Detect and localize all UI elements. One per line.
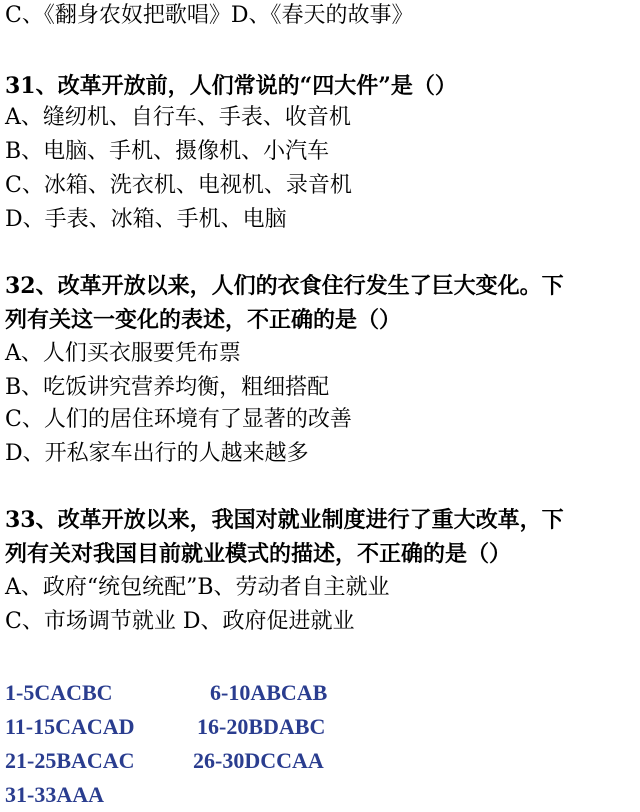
question-33-option-ab: A、政府“统包统配”B、劳动者自主就业 <box>5 575 390 600</box>
answer-range: 26-30DCCAA <box>193 748 324 773</box>
previous-question-options-line: C、《翻身农奴把歌唱》D、《春天的故事》 <box>5 3 414 28</box>
answer-range: 21-25BACAC <box>5 748 135 773</box>
question-32-title-line-2: 列有关这一变化的表述，不正确的是（） <box>5 307 402 333</box>
answer-row <box>5 778 625 812</box>
answer-row <box>5 676 625 710</box>
question-31-option-d: D、手表、冰箱、手机、电脑 <box>5 207 287 232</box>
answer-row <box>5 744 625 778</box>
answer-range: 1-5CACBC <box>5 680 113 705</box>
answer-range: 16-20BDABC <box>197 714 326 739</box>
answer-range: 11-15CACAD <box>5 714 135 739</box>
question-31-option-c: C、冰箱、洗衣机、电视机、录音机 <box>5 173 352 198</box>
answer-key <box>5 676 625 812</box>
answer-range: 6-10ABCAB <box>210 680 328 705</box>
question-32-option-c: C、人们的居住环境有了显著的改善 <box>5 407 352 432</box>
question-33-title-line-1: 33、改革开放以来，我国对就业制度进行了重大改革，下 <box>5 507 564 533</box>
question-33-option-cd: C、市场调节就业 D、政府促进就业 <box>5 609 355 634</box>
question-31-option-a: A、缝纫机、自行车、手表、收音机 <box>5 105 351 130</box>
answer-range: 31-33AAA <box>5 782 104 807</box>
question-31-option-b: B、电脑、手机、摄像机、小汽车 <box>5 139 330 164</box>
question-32-option-a: A、人们买衣服要凭布票 <box>5 341 241 366</box>
question-33-title-line-2: 列有关对我国目前就业模式的描述，不正确的是（） <box>5 541 512 567</box>
question-32-title-line-1: 32、改革开放以来，人们的衣食住行发生了巨大变化。下 <box>5 273 564 299</box>
answer-row <box>5 710 625 744</box>
question-31-title: 31、改革开放前，人们常说的“四大件”是（） <box>5 73 457 99</box>
question-32-option-b: B、吃饭讲究营养均衡，粗细搭配 <box>5 375 330 400</box>
question-32-option-d: D、开私家车出行的人越来越多 <box>5 441 309 466</box>
